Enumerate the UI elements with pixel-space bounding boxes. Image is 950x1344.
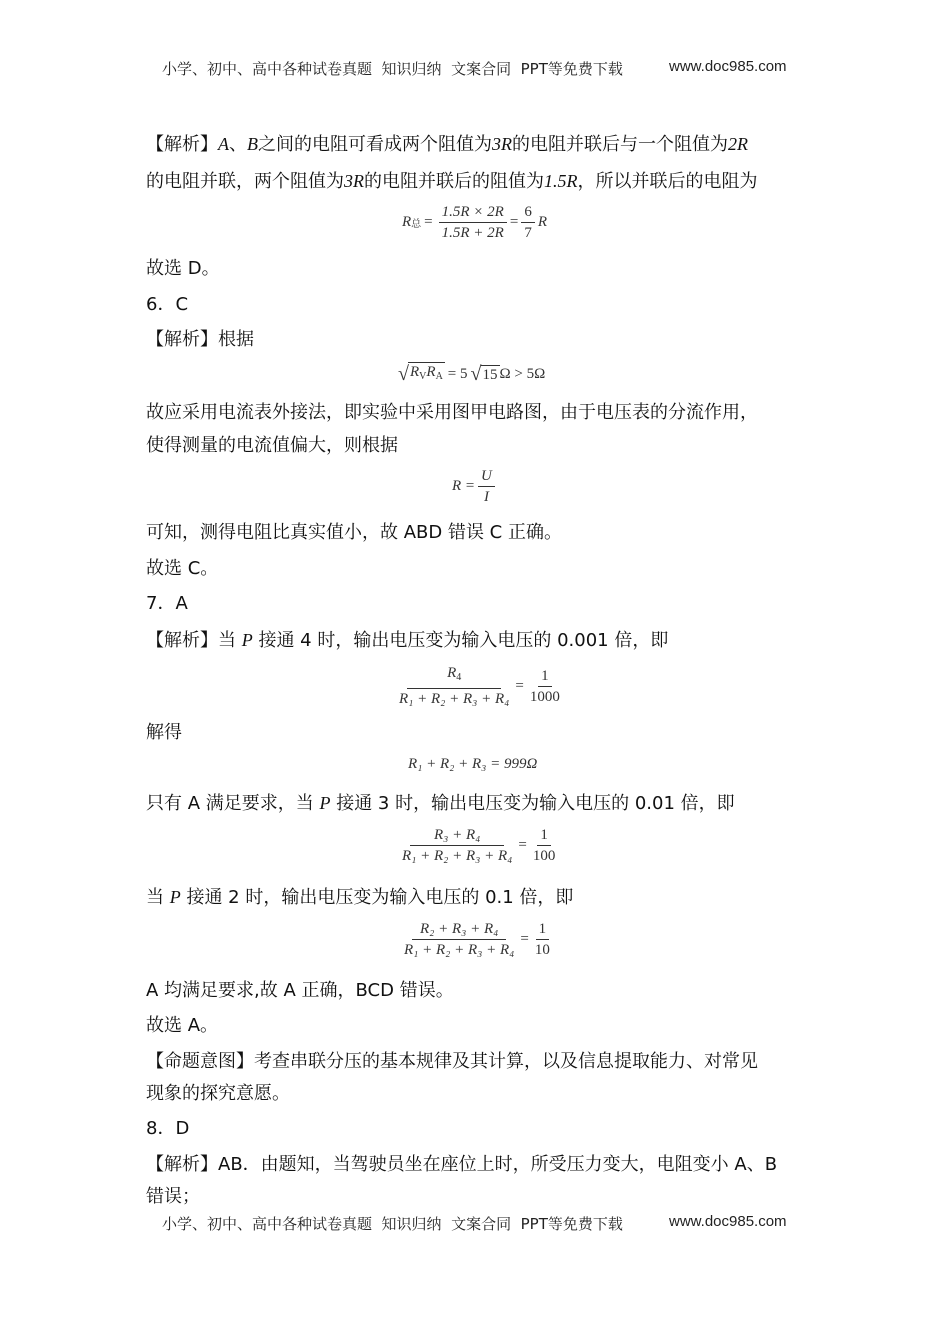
line-13 [146,792,735,815]
text: ，所以并联后的电阻为 [577,171,758,192]
line-6: 故应采用电流表外接法，即实验中采用图甲电路图，由于电压表的分流作用， [146,402,758,423]
text: 接通 4 时，输出电压变为输入电压的 0.001 倍，即 [252,630,669,651]
sym-2r: 2R [728,134,748,154]
fraction [439,203,507,242]
header-text: 小学、初中、高中各种试卷真题 知识归纳 文案合同 PPT等免费下载 [162,60,623,78]
f-lsub: 总 [411,219,422,230]
line-21: 错误； [146,1186,200,1207]
f-num: U [478,467,495,487]
text: 接通 2 时，输出电压变为输入电压的 0.1 倍，即 [180,887,574,908]
line-5: 【解析】根据 [146,329,254,350]
f-bsub: A [435,371,443,382]
fraction [396,664,512,708]
sym-p: P [319,793,331,813]
fraction [399,826,515,865]
answer-8: 8．D [146,1118,190,1139]
line-20: 【解析】AB．由题知，当驾驶员坐在座位上时，所受压力变大，电阻变小 A、B [146,1154,778,1175]
f-den: R₁ + R₂ + R₃ + R₄ [402,848,513,864]
f-num: R₂ + R₃ + R₄ [412,920,506,940]
line-12: 解得 [146,722,182,743]
f-rhs: R [537,214,547,230]
f-lhs: R = [452,478,476,494]
f-den: I [483,489,489,505]
line-17: 【命题意图】考查串联分压的基本规律及其计算，以及信息提取能力、对常见 [146,1051,758,1072]
line-9: 故选 C。 [146,558,219,579]
text: 的电阻并联后与一个阻值为 [512,134,728,155]
sym-p: P [241,630,253,650]
f-d2: 1000 [529,688,560,705]
sym-p: P [169,887,181,907]
line-2 [146,170,758,193]
f-d2: 10 [534,942,550,958]
sym-a: A [218,134,229,154]
f-b: R [426,364,436,380]
f-eq: = [518,837,527,853]
formula-ohm [452,467,498,506]
fraction [532,920,553,959]
sep: 、 [229,134,247,155]
f-eq2: = [509,214,519,230]
line-15: A 均满足要求,故 A 正确，BCD 错误。 [146,980,454,1001]
page-header [162,58,787,79]
fraction [401,920,517,959]
f-eq: = 5 [447,365,468,382]
f-a: R [409,364,420,380]
f-den: R₁ + R₂ + R₃ + R₄ [404,942,515,958]
f-rest: Ω > 5Ω [499,365,546,382]
text: 接通 3 时，输出电压变为输入电压的 0.01 倍，即 [330,793,735,814]
f-rad2: 15 [482,366,498,383]
formula-r34 [396,826,561,865]
sym-15r: 1.5R [544,171,578,191]
sym-3r: 3R [492,134,512,154]
header-url[interactable]: www.doc985.com [669,58,787,75]
sym-3r: 3R [344,171,364,191]
line-8: 可知，测得电阻比真实值小，故 ABD 错误 C 正确。 [146,522,562,543]
text: 之间的电阻可看成两个阻值为 [258,134,492,155]
f-num: R [447,665,457,681]
tag: 【解析】 [146,134,218,155]
text: 当 [146,887,170,908]
line-11 [146,629,668,652]
f-den: R₁ + R₂ + R₃ + R₄ [399,691,510,707]
f-eq: = [424,214,433,230]
f-nsub: 4 [456,672,462,683]
f-n2: 1 [536,920,550,940]
line-16: 故选 A。 [146,1015,219,1036]
f-n2: 1 [538,667,552,687]
line-18: 现象的探究意愿。 [146,1083,290,1104]
fraction [530,826,559,865]
sym-b: B [247,134,258,154]
line-1 [146,133,748,156]
text: 的电阻并联，两个阻值为 [146,171,344,192]
f-den: 1.5R + 2R [441,225,504,241]
f-asub: V [419,371,427,382]
f-num: 1.5R × 2R [439,203,507,223]
formula-r4 [393,664,566,708]
line-3: 故选 D。 [146,258,220,279]
page-footer [162,1213,787,1234]
answer-6: 6．C [146,294,189,315]
line-7: 使得测量的电流值偏大，则根据 [146,435,398,456]
f-d2: 100 [532,848,556,864]
footer-text: 小学、初中、高中各种试卷真题 知识归纳 文案合同 PPT等免费下载 [162,1215,623,1233]
f-lhs: R [402,214,412,230]
fraction [478,467,495,506]
footer-url[interactable]: www.doc985.com [669,1213,787,1230]
formula-sqrt: √ $R_VR_A$ = 5 √ 15 Ω > 5Ω [398,362,546,385]
f-n2: 1 [537,826,551,846]
f-eq: = [515,677,524,694]
text: 的电阻并联后的阻值为 [364,171,544,192]
fraction [521,203,535,242]
formula-r234 [398,920,556,959]
text: 只有 A 满足要求，当 [146,793,320,814]
f-num: R₃ + R₄ [410,826,504,846]
line-14 [146,886,573,909]
formula-total-resistance [402,203,547,242]
answer-7: 7．A [146,593,188,614]
f-d2: 7 [524,225,532,241]
text: 【解析】当 [146,630,242,651]
fraction [527,667,563,706]
f-n2: 6 [521,203,535,223]
formula-sum: R₁ + R₂ + R₃ = 999Ω [408,756,538,772]
f-eq: = [520,931,529,947]
